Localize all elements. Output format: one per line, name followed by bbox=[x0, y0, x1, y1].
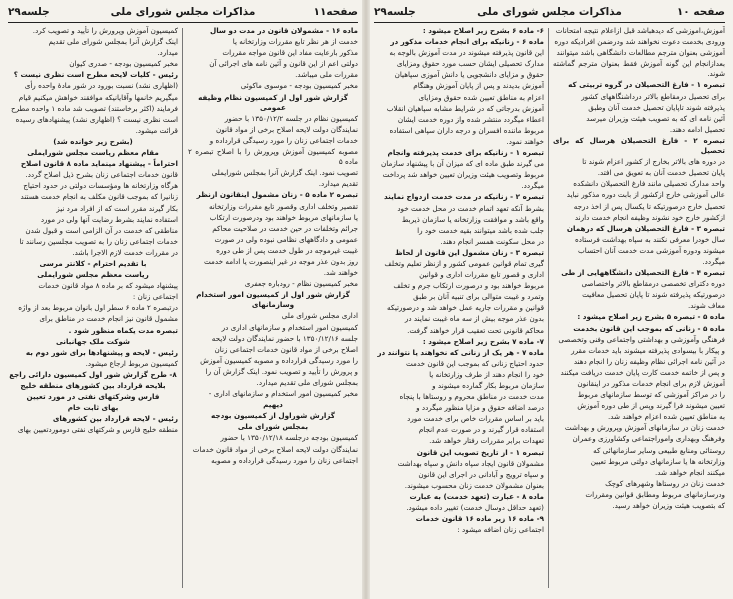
text-line: تحصیل خارج درصورتیکه تا یکسال پس از اخذ درجه bbox=[573, 201, 725, 211]
text-line: گزارش شور اول از کمیسیون نظام وظیفه عمومی bbox=[198, 92, 348, 112]
text-line: دولتی اعم از این قانون و آئین نامه های اجرائی آن bbox=[209, 59, 358, 69]
text-line: جلسه ۱۳۵۰/۱۲/۱۶ با حضور نمایندگان دولت لایحه bbox=[211, 333, 358, 343]
text-line: تبصره ۲ ماده ۵ - زنان مشمول اینقانون ازنظر bbox=[196, 190, 358, 200]
text-line: وزارتخانه ها یا سازمانهای دولتی مربوط تعیین bbox=[590, 456, 725, 466]
text-line: و سپاه ترویج و آبادانی در اجرای این قانون bbox=[418, 469, 544, 479]
text-line: میگردد. bbox=[702, 256, 725, 266]
text-line: ماده ۱۶ - مشمولان قانون در مدت دو سال bbox=[209, 26, 358, 35]
text-line: مخبر کمیسیون امور استخدام و سازمانهای اداری - bbox=[208, 389, 358, 399]
text-line: اجتماعی زنان اضافه میشود : bbox=[457, 525, 544, 535]
right-page-left-column bbox=[374, 26, 544, 594]
text-line: ماده ۷ - هر یک از زنانی که نخواهند یا نتوانند در bbox=[377, 347, 544, 357]
text-line: جلب شده باشد میتوانند بقیه خدمت خود را bbox=[417, 225, 544, 235]
text-line: مناطقی که خدمت در آن الزامی است و قبول شدن bbox=[25, 225, 178, 235]
text-line: محاکم قانونی تحت تعقیب قرار خواهند گرفت. bbox=[407, 325, 544, 335]
text-line: بعدازانجام این گونه آموزش فقط بعنوان مترجم گماشته شوند. bbox=[553, 59, 725, 79]
text-line: اجتماعی زنان : bbox=[132, 292, 178, 302]
text-line: درصورتیکه پذیرفته شوند تا پایان تحصیل معافیت bbox=[582, 290, 725, 300]
left-page-header bbox=[8, 6, 358, 23]
text-line: مقررات ملی میباشد. bbox=[295, 70, 358, 80]
text-line: منطقه خلیج فارس و شرکتهای نفتی دوموردتعیین بهای bbox=[17, 425, 178, 435]
text-line: تبصره ۱ - فارغ التحصیلان در گروه تربیتی که bbox=[568, 80, 725, 90]
text-line: سازمان مربوط بکار گمارده میشوند و bbox=[432, 381, 544, 390]
text-line: فرمایند (اکثر برخاستند) تصویب شد ماده ۱ واحده مطرح bbox=[10, 103, 178, 113]
text-line: مقام معظم ریاست مجلس شورایملی bbox=[27, 148, 159, 158]
text-line: که بتصویب هیئت وزیران خواهد رسید. bbox=[612, 501, 725, 511]
text-line: گزارش شور اول از کمیسیون امور استخدام وسازمانهای bbox=[196, 290, 350, 310]
running-title: مذاکرات مجلس شورای ملی bbox=[477, 6, 622, 18]
text-line: ازکشور خارج خود نشوند وظیفه انجام خدمت دارند bbox=[574, 212, 725, 222]
text-line: غیبت غیرموجه در طول خدمت پس از طی دوره bbox=[216, 245, 358, 255]
text-line: میشوند ودوره آموزشی مدت خدمت آنان احتساب bbox=[577, 245, 725, 255]
text-line: دوره دکترای تخصصی درمقاطع بالاتر واختصاصی bbox=[581, 279, 725, 289]
text-line: نمایندگان دولت لایحه اصلاح برخی از مواد قانون خدمات bbox=[192, 444, 358, 454]
text-line: استفاده نمایند بشرط رضایت آنها ولی در مورد bbox=[40, 214, 178, 224]
text-line: واحد مدارک تحصیلی مانند فارغ التحصیلان دانشکده bbox=[573, 179, 725, 189]
text-line: ورودی بخدمت دعوت نخواهند شد ودرضمن افرادیکه دوره bbox=[554, 37, 725, 47]
left-page bbox=[0, 0, 366, 599]
text-line: خدمات اجتماعی زنان را به تصویب مجلسین رسانند تا bbox=[19, 236, 178, 246]
text-line: بشرط آنکه تعهد اتمام خدمت در محل خدمت خود bbox=[397, 203, 544, 213]
text-line: کمیسیون بودجه درجلسه ۱۳۵۰/۱۲/۱۸ با حضور bbox=[220, 433, 358, 443]
text-line: مخبر کمیسیون بودجه - موسوی ماکوئی bbox=[240, 81, 358, 91]
text-line: خدمت از هر نظر تابع مقررات وزارتخانه یا bbox=[232, 37, 358, 47]
text-line: بعنوان مشمولان خدمت زنان محسوب میشوند. bbox=[404, 480, 544, 490]
text-line: خواهند شد. bbox=[323, 268, 358, 278]
text-line: اعطاء میگردد منتشر شده واز دوره خدمت ایشان bbox=[397, 114, 544, 124]
text-line: سال خودرا معرفی نکنند به سپاه بهداشت فرستاده bbox=[575, 234, 725, 244]
text-line: نمایندگان دولت لایحه اصلاح برخی از مواد قانون bbox=[216, 124, 358, 134]
text-line: خدمت زنان در روستاها وشهرهای کوچک bbox=[605, 478, 725, 488]
text-line: تبصره ۴ - فارغ التحصیلان دانشگاههایی از طی bbox=[561, 268, 725, 278]
text-line: آموزش بدرجاتی که در شرایط مشابه سپاهیان انقلاب bbox=[386, 103, 544, 113]
text-line: زنانیرا که بموجب قانون مکلف به انجام خدمت هستند bbox=[20, 192, 178, 202]
text-line: پیشنهاد میشود که بر ماده ۸ مواد قانون خدمات bbox=[38, 281, 178, 291]
text-line: گیری تمام قوانین عمومی کشور و ازنظر تعلیم وتخلف bbox=[384, 258, 544, 268]
text-line: عالی آموزشی خارج ازکشور از بابت دوره مذکور نباید bbox=[566, 190, 725, 200]
text-line: واقع باشد و موافقت وزارتخانه یا سازمان ذیربط bbox=[401, 214, 544, 224]
text-line: در دوره های بالاتر بخارج از کشور اعزام شوند تا bbox=[582, 157, 725, 167]
text-line: خدمات اجتماعی زنان را مورد رسیدگی قرارداده و bbox=[209, 135, 358, 145]
text-line: در محل سکونت همسر انجام دهند. bbox=[440, 236, 544, 246]
left-page-right-column bbox=[188, 26, 358, 594]
text-line: کمیسیون امور استخدام و سازمانهای اداری در bbox=[221, 322, 358, 332]
text-line: تقصیر وتخلف اداری وقصور تابع مقررات وزارتخانه bbox=[208, 201, 358, 211]
column-divider bbox=[182, 28, 183, 588]
text-line: اداری و قصور تابع مقررات اداری و قوانین bbox=[419, 270, 544, 280]
text-line: ۶- ماده ۶ بشرح زیر اصلاح میشود : bbox=[422, 26, 544, 35]
text-line: مشمول قانون نیز انجام خدمت در مناطق برای bbox=[39, 314, 178, 324]
text-line: تعیین میشوند فرا گیرند وپس از طی دوره آموزش bbox=[577, 401, 725, 411]
text-line: به مناطق تعیین شده اعزام خواهند شد. bbox=[608, 412, 725, 422]
text-line: کمیسیون مربوط ارجاع میشود. bbox=[85, 358, 178, 368]
text-line: ماده ۶ - زنانیکه برای انجام خدمات مذکور در bbox=[390, 37, 544, 47]
text-line: مربوط وتصویب هیئت وزیران تعیین خواهد شد پرداخت bbox=[382, 170, 544, 180]
text-line: و پس از خاتمه خدمت کارت پایان خدمت دریافت میکنند bbox=[560, 367, 725, 377]
text-line: تحصیل ادامه دهند. bbox=[669, 124, 725, 134]
text-line: مخبر کمیسیون نظام - رودباره جعفری bbox=[244, 279, 358, 289]
text-line: درصد اضافه حقوق و مزایا منظور میگردد و bbox=[416, 403, 544, 413]
text-line: خود را انجام دهند از طرف وزارتخانه یا bbox=[429, 369, 544, 379]
text-line: وتمرد و غیبت متوالی برای تنبیه آنان بر طبق bbox=[413, 292, 544, 302]
text-line: مربوط ماننده افسران و درجه داران سپاهی استفاده bbox=[389, 125, 544, 135]
text-line: استفاده قرار گیرند و در صورت عدم انجام bbox=[418, 425, 544, 435]
text-line: خواهند نمود. bbox=[506, 136, 544, 146]
text-line: تبصره ۱ - زنانیکه برای خدمت پذیرفته وانجام bbox=[387, 148, 544, 158]
text-line: (تعهد حداقل دوسال خدمت) تغییر داده میشود. bbox=[406, 503, 544, 513]
text-line: جرائم وتخلفات در حین خدمت در صلاحیت محاکم bbox=[212, 223, 358, 233]
text-line: معاف شوند. bbox=[687, 301, 725, 311]
text-line: بلایحه قرارداد بین کشورهای منطقه خلیج bbox=[20, 381, 166, 390]
text-line: رئیس - لایحه و پیشنهادها برای شور دوم به bbox=[25, 347, 178, 357]
text-line: میدارد. bbox=[157, 48, 178, 58]
right-page bbox=[366, 0, 733, 599]
text-line: اینک گزارش آنرا بمجلس شورای ملی تقدیم bbox=[48, 37, 178, 47]
right-page-right-column bbox=[553, 26, 725, 594]
text-line: این قانون پذیرفته میشوند در مدت آموزش بالوجه به bbox=[389, 48, 544, 58]
text-line: تبصره ۳ - زنان مشمول این قانون از لحاظ bbox=[395, 247, 544, 257]
session-number: جلسه۲۹ bbox=[374, 6, 416, 18]
text-line: می گیرند طبق ماده ای که میزان آن با پیشنهاد سازمان bbox=[381, 159, 544, 169]
text-line: میگردد. bbox=[521, 181, 544, 191]
text-line: با تقدیم احترام - کلانتر مرسی bbox=[39, 258, 147, 268]
text-line: پذیرفته شوند تاپایان تحصیل خدمت آنان وطبق bbox=[588, 102, 725, 112]
text-line: روز بدون عذر موجه در غیر اینصورت یا ادامه خدمت bbox=[203, 256, 358, 266]
text-line: قوانین و مقررات جاریه عمل خواهد شد و درصورتیکه bbox=[387, 303, 544, 313]
text-line: میگیریم خانمها وآقایانیکه موافقند خواهش میکنیم قیام bbox=[18, 92, 178, 102]
text-line: ودرسازمانهای مربوط ومطابق قوانین ومقررات bbox=[585, 489, 725, 499]
text-line: (اظهاری نشد) نسبت بورود در شور مادهٔ واحده رأی bbox=[24, 81, 178, 91]
text-line: تقدیم میدارد. bbox=[318, 179, 358, 189]
text-line: دیهیم bbox=[263, 400, 283, 410]
text-line: ۸- طرح گزارش شور اول کمیسیون دارائی راجع bbox=[9, 369, 177, 379]
text-line: گزارش شوراول از کمیسیون بودجه bbox=[211, 411, 335, 421]
text-line: آئین نامه ای که به تصویب هیئت وزیران میرسد bbox=[586, 113, 725, 123]
text-line: مذکور بارعایت مفاد این قانون مواجه مقررات bbox=[222, 48, 358, 58]
text-line: تبصره ۲ - زنانیکه در مدت خدمت ازدواج نمایند bbox=[384, 192, 544, 202]
text-line: اداری مجلس شورای ملی bbox=[281, 311, 358, 321]
text-line: ریاست معظم مجلس شورایملی bbox=[37, 270, 149, 280]
text-line: آموزشی بعنوان مترجم مطالعات دانشگاهی باشد میتوانند bbox=[556, 48, 725, 58]
text-line: و پرورش را تأیید و تصویب نمود. اینک گزارش آن را bbox=[205, 366, 358, 376]
text-line: بهای ثابت خام bbox=[67, 403, 119, 413]
text-line: بمجلس شورای ملی bbox=[237, 422, 309, 432]
text-line: بمجلس شورای ملی تقدیم میدارد. bbox=[256, 378, 358, 387]
text-line: تبصره ۱ - از تاریخ تصویب این قانون bbox=[416, 447, 544, 457]
text-line: را مورد رسیدگی قرارداده و مصوبه کمیسیون آموزش bbox=[200, 355, 358, 365]
right-page-header bbox=[374, 6, 725, 23]
text-line: رئیس - کلیات لایحه مطرح است نظری نیست ؟ bbox=[13, 70, 178, 80]
text-line: قرائت میشود. bbox=[135, 125, 178, 135]
left-page-left-column bbox=[8, 26, 178, 594]
text-line: عمومی و دادگاههای نظامی نبوده ولی در صورت bbox=[214, 234, 358, 244]
text-line: در مقررات خدمت لازم الاجرا باشد. bbox=[72, 247, 178, 257]
text-line: قانون خدمات اجتماعی زنان بشرح ذیل اصلاح گردد. bbox=[25, 170, 178, 180]
text-line: آموزش،اموزشی که دیدهباشد قبل ازاعلام نتیجه امتحانات bbox=[555, 26, 725, 35]
text-line: کمیسیون نظام در جلسه ۱۳۵۰/۱۲/۲ با حضور bbox=[224, 113, 358, 123]
text-line: آموزش بدیدند و پس از پایان آموزش وهنگام bbox=[413, 81, 544, 91]
page-number: صفحه۱۱ bbox=[313, 6, 358, 18]
text-line: حقوق و مزایای دانشجویی یا دانش آموزی سپاهیان bbox=[394, 70, 544, 80]
text-line: تصویب نمود. اینک گزارش آنرا بمجلس شورایملی bbox=[211, 168, 358, 178]
text-line: وفرهنگ وبهداری واموراجتماعی وکشاورزی وعمران bbox=[572, 434, 725, 444]
text-line: ۹- ماده ۱۶ زیر ماده ۱۶ قانون خدمات bbox=[415, 514, 544, 524]
text-line: فرهنگی وآموزشی و بهداشتی واجتماعی وفنی وتخصصی bbox=[558, 334, 725, 344]
text-line: بکار گیرند مقرر است که از افراد مرد نیز bbox=[56, 203, 178, 213]
text-line: آموزش لازم برای انجام خدمات مذکور در اینقانون bbox=[577, 379, 725, 388]
text-line: خدمت زنان در سازمانهای آموزش وپرورش و بهداشت bbox=[564, 423, 725, 433]
text-line: حدود احتیاج زنانی که بموجب این قانون خدمت bbox=[406, 358, 544, 368]
text-line: احتراماً - پیشنهاد مینماید ماده ۸ قانون اصلاح bbox=[20, 159, 178, 169]
text-line: تعهدات برابر مقررات رفتار خواهد شد. bbox=[429, 436, 544, 446]
text-line: درتبصره ۲ ماده ۶ سطر اول بانوان مربوط بعد از واژه bbox=[18, 303, 178, 313]
text-line: تبصره مدت یکماه منظور شود . bbox=[68, 325, 178, 335]
page-number: صفحه ۱۰ bbox=[676, 6, 725, 18]
text-line: در آئین نامه اجرائی نظام وظیفه زنان را انجام دهند bbox=[573, 356, 725, 366]
text-line: باید بر اساس مقررات خاص برای خدمت مورد bbox=[407, 414, 544, 424]
text-line: و پیکار با بیسوادی پذیرفته میشوند باید خدمات مقرر bbox=[571, 345, 725, 355]
text-line: مربوط خواهند بود و درصورت ارتکاب جرم و تخلف bbox=[393, 281, 544, 291]
text-line: تبصره ۲ - فارغ التحصیلان هرسال که برای تحصیل bbox=[553, 135, 725, 156]
text-line: مشمولان قانون ایجاد سپاه دانش و سپاه بهداشت bbox=[397, 458, 544, 468]
text-line: پایان تحصیل خدمت آنان به تعویق می افتد. bbox=[597, 168, 725, 178]
text-line: ماده ۸ - عبارت (تعهد خدمت) به عبارت bbox=[409, 491, 544, 501]
text-line: یا سازمانهای مربوط خواهند بود ودرصورت ارتکاب bbox=[209, 212, 358, 222]
session-number: جلسه۲۹ bbox=[8, 6, 50, 18]
text-line: اعزام به مناطق تعیین شده حقوق ومزایای bbox=[418, 92, 544, 102]
column-divider bbox=[548, 28, 549, 588]
text-line: شوکت ملک جهانبانی bbox=[55, 336, 131, 346]
text-line: ماده ۵ - زنانی که بموجب این قانون بخدمت bbox=[573, 323, 725, 333]
text-line: (بشرح زیر خوانده شد) bbox=[53, 136, 133, 146]
text-line: برای تحصیل درمقاطع بالاتر درداشنگاههای کشور bbox=[581, 91, 725, 101]
text-line: را در مراکز آموزشی که توسط سازمانهای مربوط bbox=[577, 390, 725, 400]
text-line: مدت خدمت در مناطق محروم و روستاها با پنجاه bbox=[399, 392, 544, 402]
text-line: ماده ۵ - تبصره ۵ بشرح زیر اصلاح میشود : bbox=[577, 312, 725, 322]
text-line: مصوبه کمیسیون آموزش وپرورش را با اصلاح تبصره ۲ ماده ۵ bbox=[188, 147, 358, 167]
text-line: مدارک تحصیلی ایشان حسب مورد حقوق ومزایای bbox=[396, 59, 544, 69]
text-line: هرگاه وزارتخانه ها ومؤسسات دولتی در حدود احتیاج bbox=[23, 181, 178, 191]
text-line: میکنند انجام خواهد شد. bbox=[654, 467, 725, 477]
text-line: تبصره ۳ - فارغ التحصیلان هرسال که درهمان bbox=[566, 223, 725, 233]
text-line: است نظری نیست ؟ (اظهاری نشد) پیشنهادهای رسیده bbox=[15, 114, 178, 124]
text-line: مخبر کمیسیون بودجه - صدری کیوان bbox=[69, 59, 178, 69]
text-line: اصلاح برخی از مواد قانون خدمات اجتماعی زنان bbox=[214, 344, 358, 354]
text-line: فارس وشرکتهای نفتی در مورد تعیین bbox=[26, 392, 160, 402]
text-line: بدون عذر موجه بیش از سه ماه غیبت نمایند در bbox=[404, 314, 544, 324]
text-line: اجتماعی زنان را مورد رسیدگی قرارداده و مصوبه bbox=[211, 455, 358, 465]
text-line: ۷- ماده ۷ بشرح زیر اصلاح میشود : bbox=[422, 336, 544, 346]
text-line: کمیسیون آموزش وپرورش را تأیید و تصویب کرد. bbox=[32, 26, 178, 35]
text-line: روستائی ومنابع طبیعی وسایر سازمانهائی که bbox=[593, 445, 725, 455]
text-line: رئیس - لایحه قرارداد بین کشورهای bbox=[52, 414, 178, 424]
running-title: مذاکرات مجلس شورای ملی bbox=[110, 6, 256, 18]
